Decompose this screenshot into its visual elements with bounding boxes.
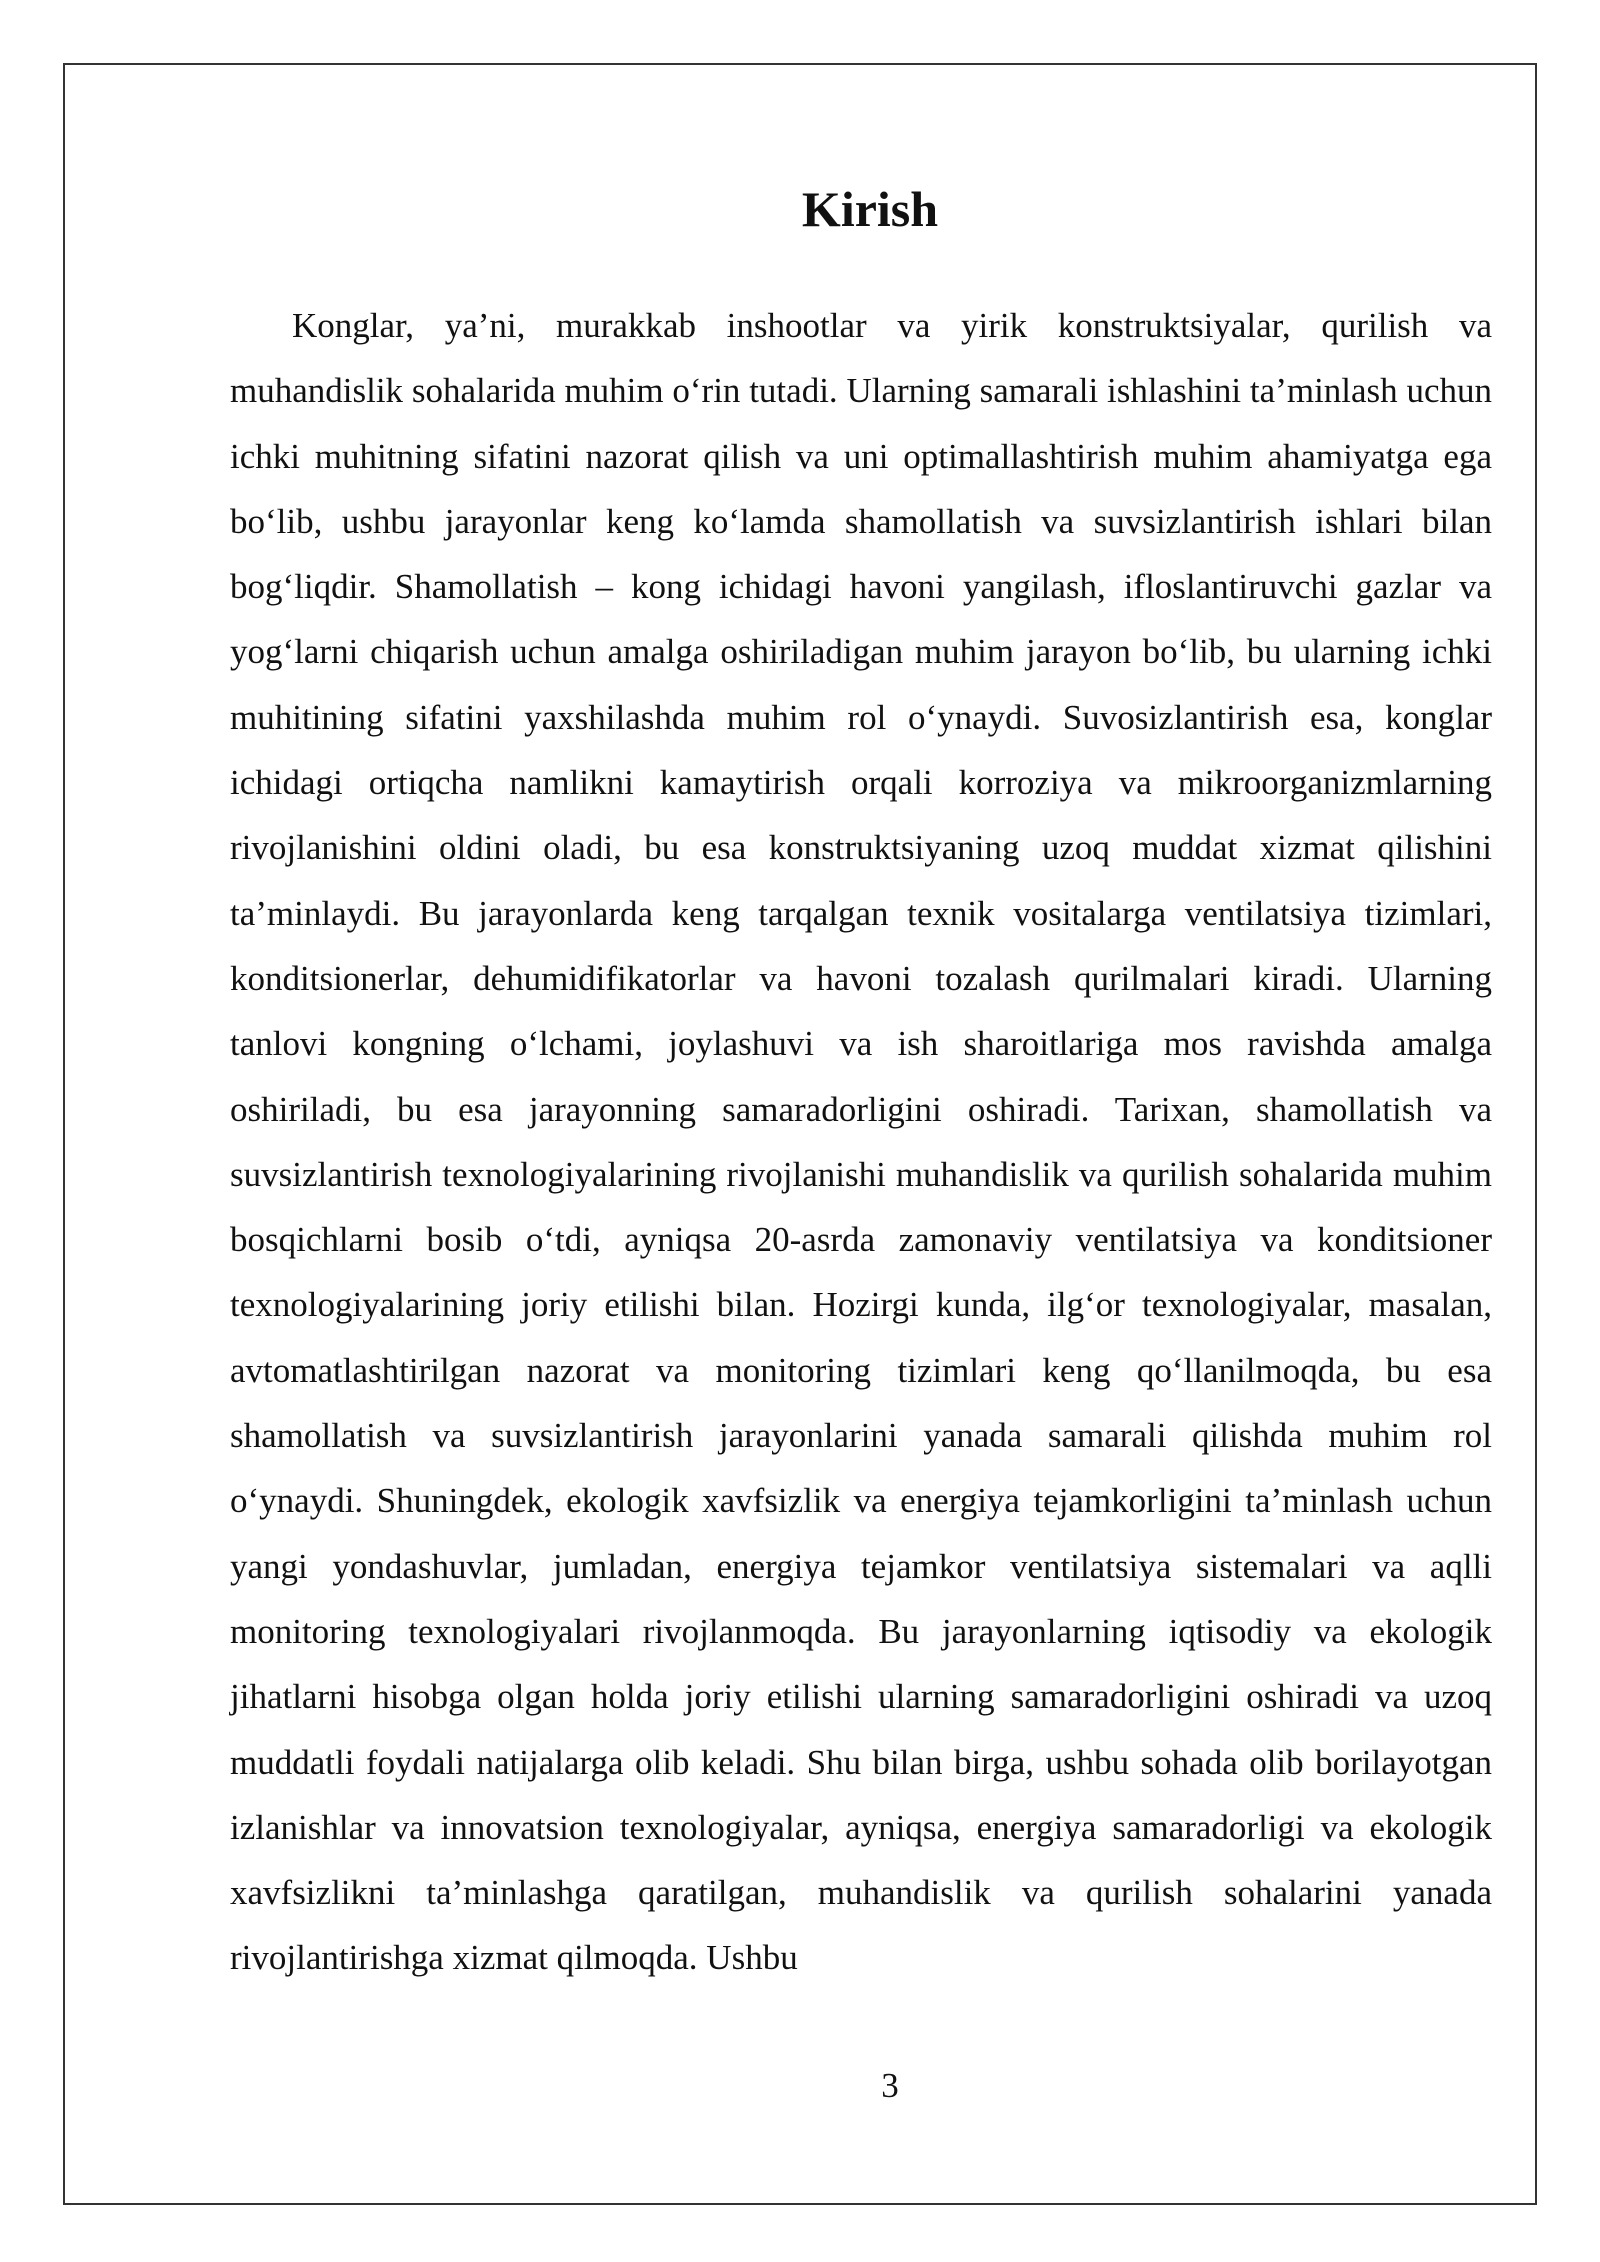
section-heading: Kirish [801,180,939,237]
page-number: 3 [881,2066,899,2105]
body-paragraph: Konglar, ya’ni, murakkab inshootlar va yirik konstruktsiyalar, qurilish va muhandislik sohalarida muhim o‘rin tutadi. Ularning samarali ishlashini ta’minlash uchun ichki muhitning sifatini nazorat qilish va uni optimallashtirish muhim ahamiyatga ega bo‘lib, ushbu jarayonlar keng ko‘lamda shamollatish va suvsizlantirish ishlari bilan bog‘liqdir. Shamollatish – kong ichidagi havoni yangilash, ifloslantiruvchi gazlar va yog‘larni chiqarish uchun amalga oshiriladigan muhim jarayon bo‘lib, bu ularning ichki muhitining sifatini yaxshilashda muhim rol o‘ynaydi. Suvosizlantirish esa, konglar ichidagi ortiqcha namlikni kamaytirish orqali korroziya va mikroorganizmlarning rivojlanishini oldini oladi, bu esa konstruktsiyaning uzoq muddat xizmat qilishini ta’minlaydi. Bu jarayonlarda keng tarqalgan texnik vositalarga ventilatsiya tizimlari, konditsionerlar, dehumidifikatorlar va havoni tozalash qurilmalari kiradi. Ularning tanlovi kongning o‘lchami, joylashuvi va ish sharoitlariga mos ravishda amalga oshiriladi, bu esa jarayonning samaradorligini oshiradi. Tarixan, shamollatish va suvsizlantirish texnologiyalarining rivojlanishi muhandislik va qurilish sohalarida muhim bosqichlarni bosib o‘tdi, ayniqsa 20-asrda zamonaviy ventilatsiya va konditsioner texnologiyalarining joriy etilishi bilan. Hozirgi kunda, ilg‘or texnologiyalar, masalan, avtomatlashtirilgan nazorat va monitoring tizimlari keng qo‘llanilmoqda, bu esa shamollatish va suvsizlantirish jarayonlarini yanada samarali qilishda muhim rol o‘ynaydi. Shuningdek, ekologik xavfsizlik va energiya tejamkorligini ta’minlash uchun yangi yondashuvlar, jumladan, energiya tejamkor ventilatsiya sistemalari va aqlli monitoring texnologiyalari rivojlanmoqda. Bu jarayonlarning iqtisodiy va ekologik jihatlarni hisobga olgan holda joriy etilishi ularning samaradorligini oshiradi va uzoq muddatli foydali natijalarga olib keladi. Shu bilan birga, ushbu sohada olib borilayotgan izlanishlar va innovatsion texnologiyalar, ayniqsa, energiya samaradorligi va ekologik xavfsizlikni ta’minlashga qaratilgan, muhandislik va qurilish sohalarini yanada rivojlantirishga xizmat qilmoqda. Ushbu [230,306,1492,1978]
